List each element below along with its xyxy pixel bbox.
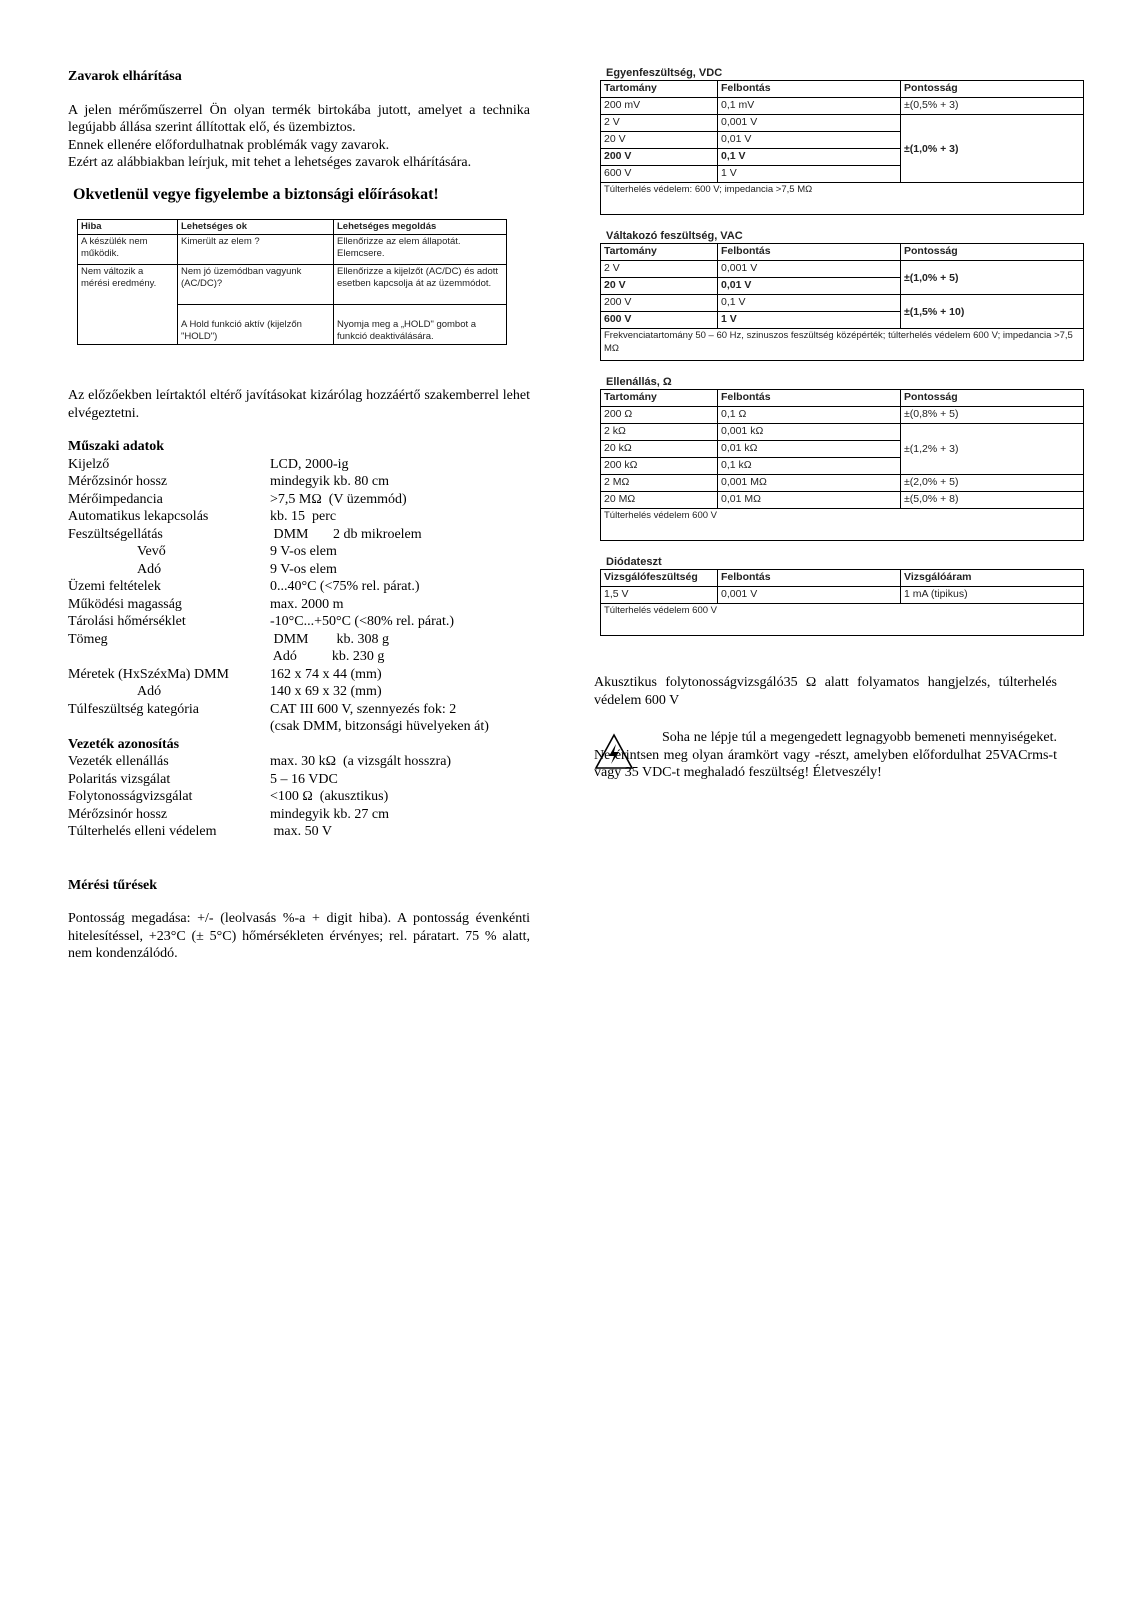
table-cell: 0,1 V xyxy=(718,149,901,166)
table-cell: Nem változik a mérési eredmény. xyxy=(78,265,178,345)
table-cell: 2 MΩ xyxy=(601,475,718,492)
table-cell: Nem jó üzemódban vagyunk (AC/DC)? xyxy=(178,265,334,305)
vac-title: Váltakozó feszültség, VAC xyxy=(606,230,743,242)
right-column xyxy=(594,66,1090,782)
table-row xyxy=(601,98,1084,115)
table-cell: Kimerült az elem ? xyxy=(178,235,334,265)
tolerance-title: Mérési tűrések xyxy=(68,877,158,893)
diode-table xyxy=(600,569,1084,636)
table-cell: 0,1 mV xyxy=(718,98,901,115)
spec-label: Méretek (HxSzéxMa) DMM xyxy=(68,666,229,682)
table-cell: 0,1 Ω xyxy=(718,407,901,424)
vac-table xyxy=(600,243,1084,361)
spec-label xyxy=(68,718,270,736)
table-cell: Ellenőrizze az elem állapotát. Elemcsere. xyxy=(334,235,507,265)
table-cell: ±(5,0% + 8) xyxy=(901,492,1084,509)
spec-label: Tömeg xyxy=(68,631,108,647)
table-cell: 1,5 V xyxy=(601,587,718,604)
diode-title: Diódateszt xyxy=(606,556,662,568)
table-cell: 0,001 V xyxy=(718,587,901,604)
acoustic-continuity-text: Akusztikus folytonosságvizsgáló35 Ω alatt folyamatos hangjelzés, túlterhelés védelem 600 V xyxy=(594,675,1057,708)
table-row xyxy=(601,587,1084,604)
table-row xyxy=(601,604,1084,636)
table-cell: ±(2,0% + 5) xyxy=(901,475,1084,492)
spec-value: 9 V-os elem xyxy=(270,561,337,577)
table-row xyxy=(601,509,1084,541)
spec-label: Vevő xyxy=(137,544,166,559)
table-cell: 2 kΩ xyxy=(601,424,718,441)
tech-data-title: Műszaki adatok xyxy=(68,439,165,454)
header-hiba: Hiba xyxy=(78,220,178,235)
spec-label: Adó xyxy=(137,561,162,577)
table-cell: 2 V xyxy=(601,115,718,132)
spec-label: Tárolási hőmérséklet xyxy=(68,614,186,629)
table-cell: 600 V xyxy=(601,166,718,183)
spec-value: CAT III 600 V, szennyezés fok: 2 xyxy=(270,701,457,717)
spec-label: Adó xyxy=(137,684,162,699)
table-cell: 1 V xyxy=(718,312,901,329)
spec-value: max. 2000 m xyxy=(270,596,344,612)
table-header-row xyxy=(78,220,507,235)
spec-label: Működési magasság xyxy=(68,596,182,612)
repair-note: Az előzőekben leírtaktól eltérő javításokat kizárólag hozzáértő szakemberrel lehet elvégeztetni. xyxy=(68,388,530,421)
table-cell: ±(0,8% + 5) xyxy=(901,407,1084,424)
table-row xyxy=(601,295,1084,312)
table-cell: 20 V xyxy=(601,278,718,295)
table-cell: 200 mV xyxy=(601,98,718,115)
table-cell: ±(1,5% + 10) xyxy=(901,295,1084,329)
table-cell: 200 V xyxy=(601,149,718,166)
tolerance-text: Pontosság megadása: +/- (leolvasás %-a + digit hiba). A pontosság évenkénti hitelesítéssel, +23°C (± 5°C) hőmérsékleten érvényes; rel. páratart. 75 % alatt, nem kondenzálódó. xyxy=(68,911,530,961)
table-cell: 0,1 kΩ xyxy=(718,458,901,475)
wire-spec-label: Mérőzsinór hossz xyxy=(68,806,168,822)
table-cell: A Hold funkció aktív (kijelzőn "HOLD") xyxy=(178,305,334,345)
table-row xyxy=(601,492,1084,509)
tech-spec-list xyxy=(68,456,530,736)
table-row xyxy=(601,183,1084,215)
spec-value: 9 V-os elem xyxy=(270,544,337,559)
table-cell: 0,001 V xyxy=(718,261,901,278)
table-row xyxy=(601,407,1084,424)
table-cell: ±(1,0% + 5) xyxy=(901,261,1084,295)
table-cell: 200 V xyxy=(601,295,718,312)
vdc-title: Egyenfeszültség, VDC xyxy=(606,67,723,79)
table-note: Túlterhelés védelem: 600 V; impedancia >7,5 MΩ xyxy=(601,183,1084,215)
table-row xyxy=(78,265,507,305)
spec-value: Adó kb. 230 g xyxy=(270,649,385,664)
table-cell: 0,001 MΩ xyxy=(718,475,901,492)
wire-spec-value: max. 50 V xyxy=(270,824,332,839)
table-cell: ±(1,2% + 3) xyxy=(901,424,1084,475)
wire-spec-label: Vezeték ellenállás xyxy=(68,754,169,769)
table-cell: Ellenőrizze a kijelzőt (AC/DC) és adott esetben kapcsolja át az üzemmódot. xyxy=(334,265,507,305)
spec-value: (csak DMM, bitzonsági hüvelyeken át) xyxy=(270,719,489,734)
spec-value: 140 x 69 x 32 (mm) xyxy=(270,684,382,699)
table-row xyxy=(601,115,1084,132)
intro-line-3: Ezért az alábbiakban leírjuk, mit tehet a lehetséges zavarok elhárítására. xyxy=(68,155,472,170)
spec-value: mindegyik kb. 80 cm xyxy=(270,474,389,489)
left-column xyxy=(68,68,530,963)
header-ok: Lehetséges ok xyxy=(178,220,334,235)
spec-value: 162 x 74 x 44 (mm) xyxy=(270,666,382,682)
table-row xyxy=(78,235,507,265)
spec-value: -10°C...+50°C (<80% rel. párat.) xyxy=(270,614,455,629)
table-cell: 2 V xyxy=(601,261,718,278)
table-cell: 0,001 kΩ xyxy=(718,424,901,441)
spec-label: Mérőimpedancia xyxy=(68,491,163,507)
table-cell: 0,1 V xyxy=(718,295,901,312)
safety-warning: Okvetlenül vegye figyelembe a biztonsági előírásokat! xyxy=(73,185,439,203)
header-resolution: Felbontás xyxy=(718,244,901,261)
spec-label: Kijelző xyxy=(68,456,110,472)
header-range: Tartomány xyxy=(601,244,718,261)
spec-label: Automatikus lekapcsolás xyxy=(68,509,209,524)
header-accuracy: Pontosság xyxy=(901,244,1084,261)
danger-warning xyxy=(594,729,1057,782)
table-cell: 200 Ω xyxy=(601,407,718,424)
spec-value: kb. 15 perc xyxy=(270,509,337,524)
wire-spec-value: 5 – 16 VDC xyxy=(270,771,338,787)
table-cell: 0,01 V xyxy=(718,278,901,295)
header-range: Tartomány xyxy=(601,81,718,98)
wire-spec-label: Folytonosságvizsgálat xyxy=(68,789,193,804)
table-cell: 1 V xyxy=(718,166,901,183)
resistance-table xyxy=(600,389,1084,541)
troubleshooting-title: Zavarok elhárítása xyxy=(68,69,182,84)
spec-value: DMM kb. 308 g xyxy=(270,631,390,647)
table-cell: 0,01 MΩ xyxy=(718,492,901,509)
table-cell: 0,01 V xyxy=(718,132,901,149)
danger-warning-text: Soha ne lépje túl a megengedett legnagyobb bemeneti mennyiségeket. Ne érintsen meg olyan áramkört vagy -részt, amelyben előfordulhat 25VACrms-t vagy 35 VDC-t meghaladó feszültség! Életveszély! xyxy=(594,730,1057,780)
table-cell: 20 MΩ xyxy=(601,492,718,509)
table-note: Túlterhelés védelem 600 V xyxy=(601,509,1084,541)
header-accuracy: Pontosság xyxy=(901,81,1084,98)
header-resolution: Felbontás xyxy=(718,81,901,98)
intro-line-2: Ennek ellenére előfordulhatnak problémák vagy zavarok. xyxy=(68,137,390,153)
resistance-title: Ellenállás, Ω xyxy=(606,376,672,388)
table-cell: A készülék nem működik. xyxy=(78,235,178,265)
table-cell: 1 mA (tipikus) xyxy=(901,587,1084,604)
table-row xyxy=(601,261,1084,278)
vdc-table xyxy=(600,80,1084,215)
table-cell: 20 kΩ xyxy=(601,441,718,458)
spec-label: Üzemi feltételek xyxy=(68,579,161,594)
table-cell: 0,01 kΩ xyxy=(718,441,901,458)
wire-spec-value: <100 Ω (akusztikus) xyxy=(270,789,389,804)
table-cell: Nyomja meg a „HOLD" gombot a funkció deaktiválására. xyxy=(334,305,507,345)
wire-id-title: Vezeték azonosítás xyxy=(68,736,180,752)
spec-label xyxy=(68,648,270,666)
spec-label: Mérőzsinór hossz xyxy=(68,474,168,489)
table-note: Frekvenciatartomány 50 – 60 Hz, szinuszos feszültség középérték; túlterhelés védelem 600 V; impedancia >7,5 MΩ xyxy=(601,329,1084,361)
spec-value: DMM 2 db mikroelem xyxy=(270,526,422,542)
table-cell: ±(0,5% + 3) xyxy=(901,98,1084,115)
wire-spec-label: Polaritás vizsgálat xyxy=(68,771,171,787)
table-note: Túlterhelés védelem 600 V xyxy=(601,604,1084,636)
table-cell: 0,001 V xyxy=(718,115,901,132)
spec-value: LCD, 2000-ig xyxy=(270,456,349,472)
spec-label: Túlfeszültség kategória xyxy=(68,701,200,717)
spec-label: Feszültségellátás xyxy=(68,526,163,542)
table-row xyxy=(601,329,1084,361)
wire-spec-value: max. 30 kΩ (a vizsgált hosszra) xyxy=(270,754,452,769)
troubleshooting-table xyxy=(77,219,507,345)
wire-spec-list xyxy=(68,753,530,841)
header-range: Tartomány xyxy=(601,390,718,407)
table-cell: ±(1,0% + 3) xyxy=(901,115,1084,183)
wire-spec-label: Túlterhelés elleni védelem xyxy=(68,824,217,839)
header-accuracy: Pontosság xyxy=(901,390,1084,407)
table-cell: 20 V xyxy=(601,132,718,149)
table-cell: 200 kΩ xyxy=(601,458,718,475)
header-resolution: Felbontás xyxy=(718,570,901,587)
table-row xyxy=(601,475,1084,492)
header-resolution: Felbontás xyxy=(718,390,901,407)
header-megoldas: Lehetséges megoldás xyxy=(334,220,507,235)
table-cell: 600 V xyxy=(601,312,718,329)
header-test-current: Vizsgálóáram xyxy=(901,570,1084,587)
wire-spec-value: mindegyik kb. 27 cm xyxy=(270,806,389,822)
spec-value: 0...40°C (<75% rel. párat.) xyxy=(270,579,420,594)
spec-value: >7,5 MΩ (V üzemmód) xyxy=(270,491,407,507)
header-test-voltage: Vizsgálófeszültség xyxy=(601,570,718,587)
table-row xyxy=(601,424,1084,441)
intro-paragraph: A jelen mérőműszerrel Ön olyan termék birtokába jutott, amelyet a technika legújabb állása szerint állítottak elő, és üzembiztos. xyxy=(68,102,530,135)
